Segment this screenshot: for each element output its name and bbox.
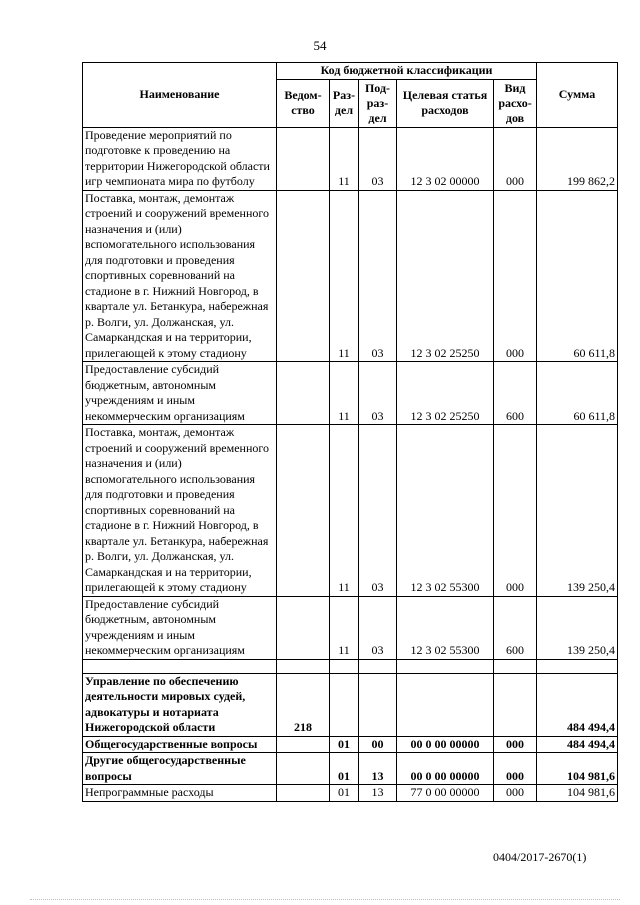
- table-row: [83, 736, 618, 753]
- row-subsection: [359, 673, 397, 736]
- table-row: [83, 596, 618, 659]
- row-target: 12 3 02 55300: [397, 596, 494, 659]
- row-name: Поставка, монтаж, демонтаж строений и сооружений временного назначения и (или) вспомогательного использования для подготовки и проведения спортивных соревнований на стадионе в г. Нижний Новгород, в квартале ул. Бетанкура, набережная р. Волги, ул. Должанская, ул. Самаркандская и на территории, прилегающей к этому стадиону: [83, 425, 277, 597]
- page-number: 54: [313, 38, 327, 53]
- header-row-group: [83, 63, 618, 80]
- row-type: 000: [494, 753, 537, 785]
- row-sum: 199 862,2: [537, 127, 618, 190]
- table-row: [83, 127, 618, 190]
- row-section: 11: [330, 596, 359, 659]
- row-name: Предоставление субсидий бюджетным, автономным учреждениям и иным некоммерческим организациям: [83, 596, 277, 659]
- row-section: 01: [330, 753, 359, 785]
- row-type: 600: [494, 596, 537, 659]
- row-department: 218: [277, 673, 330, 736]
- row-sum: 484 494,4: [537, 736, 618, 753]
- row-type: 000: [494, 127, 537, 190]
- row-section: 11: [330, 127, 359, 190]
- header-classification-group: Код бюджетной классификации: [277, 63, 537, 80]
- header-name: Наименование: [83, 63, 277, 128]
- row-target: 12 3 02 25250: [397, 190, 494, 362]
- row-subsection: 03: [359, 596, 397, 659]
- row-name: Непрограммные расходы: [83, 785, 277, 802]
- document-code: 0404/2017-2670(1): [493, 850, 587, 864]
- row-section: [330, 673, 359, 736]
- row-subsection: 03: [359, 190, 397, 362]
- header-subsection: Под-раз-дел: [359, 79, 397, 127]
- header-section: Раз-дел: [330, 79, 359, 127]
- row-name: Общегосударственные вопросы: [83, 736, 277, 753]
- row-name: Проведение мероприятий по подготовке к проведению на территории Нижегородской области игр чемпионата мира по футболу: [83, 127, 277, 190]
- row-target: 00 0 00 00000: [397, 753, 494, 785]
- row-subsection: 13: [359, 753, 397, 785]
- row-sum: 104 981,6: [537, 785, 618, 802]
- row-sum: 484 494,4: [537, 673, 618, 736]
- row-department: [277, 127, 330, 190]
- header-department: Ведом-ство: [277, 79, 330, 127]
- row-subsection: 13: [359, 785, 397, 802]
- row-department: [277, 753, 330, 785]
- row-sum: 139 250,4: [537, 425, 618, 597]
- table-row: [83, 753, 618, 785]
- budget-table: [82, 62, 618, 802]
- row-department: [277, 736, 330, 753]
- row-subsection: 00: [359, 736, 397, 753]
- row-sum: 104 981,6: [537, 753, 618, 785]
- row-section: 11: [330, 362, 359, 425]
- table-row: [83, 425, 618, 597]
- row-sum: 60 611,8: [537, 362, 618, 425]
- row-name: Поставка, монтаж, демонтаж строений и сооружений временного назначения и (или) вспомогательного использования для подготовки и проведения спортивных соревнований на стадионе в г. Нижний Новгород, в квартале ул. Бетанкура, набережная р. Волги, ул. Должанская, ул. Самаркандская и на территории, прилегающей к этому стадиону: [83, 190, 277, 362]
- row-target: 12 3 02 00000: [397, 127, 494, 190]
- row-target: 12 3 02 55300: [397, 425, 494, 597]
- row-type: [494, 673, 537, 736]
- row-target: 00 0 00 00000: [397, 736, 494, 753]
- row-section: 01: [330, 785, 359, 802]
- row-type: 000: [494, 190, 537, 362]
- row-sum: 139 250,4: [537, 596, 618, 659]
- header-target-item: Целевая статья расходов: [397, 79, 494, 127]
- row-department: [277, 785, 330, 802]
- row-type: 600: [494, 362, 537, 425]
- table-row: [83, 190, 618, 362]
- row-subsection: 03: [359, 127, 397, 190]
- row-department: [277, 362, 330, 425]
- row-department: [277, 596, 330, 659]
- table-row: [83, 673, 618, 736]
- row-target: 77 0 00 00000: [397, 785, 494, 802]
- row-department: [277, 190, 330, 362]
- table-row: [83, 785, 618, 802]
- row-section: 01: [330, 736, 359, 753]
- row-target: 12 3 02 25250: [397, 362, 494, 425]
- header-expense-type: Вид расхо-дов: [494, 79, 537, 127]
- row-sum: 60 611,8: [537, 190, 618, 362]
- row-section: 11: [330, 425, 359, 597]
- row-type: 000: [494, 425, 537, 597]
- header-sum: Сумма: [537, 63, 618, 128]
- row-target: [397, 673, 494, 736]
- row-section: 11: [330, 190, 359, 362]
- row-department: [277, 425, 330, 597]
- row-type: 000: [494, 736, 537, 753]
- table-row: [83, 362, 618, 425]
- row-subsection: 03: [359, 425, 397, 597]
- spacer-row: [83, 659, 618, 673]
- row-name: Другие общегосударственные вопросы: [83, 753, 277, 785]
- row-name: Управление по обеспечению деятельности мировых судей, адвокатуры и нотариата Нижегородской области: [83, 673, 277, 736]
- scan-artifact-line: [30, 899, 620, 900]
- row-subsection: 03: [359, 362, 397, 425]
- row-type: 000: [494, 785, 537, 802]
- row-name: Предоставление субсидий бюджетным, автономным учреждениям и иным некоммерческим организациям: [83, 362, 277, 425]
